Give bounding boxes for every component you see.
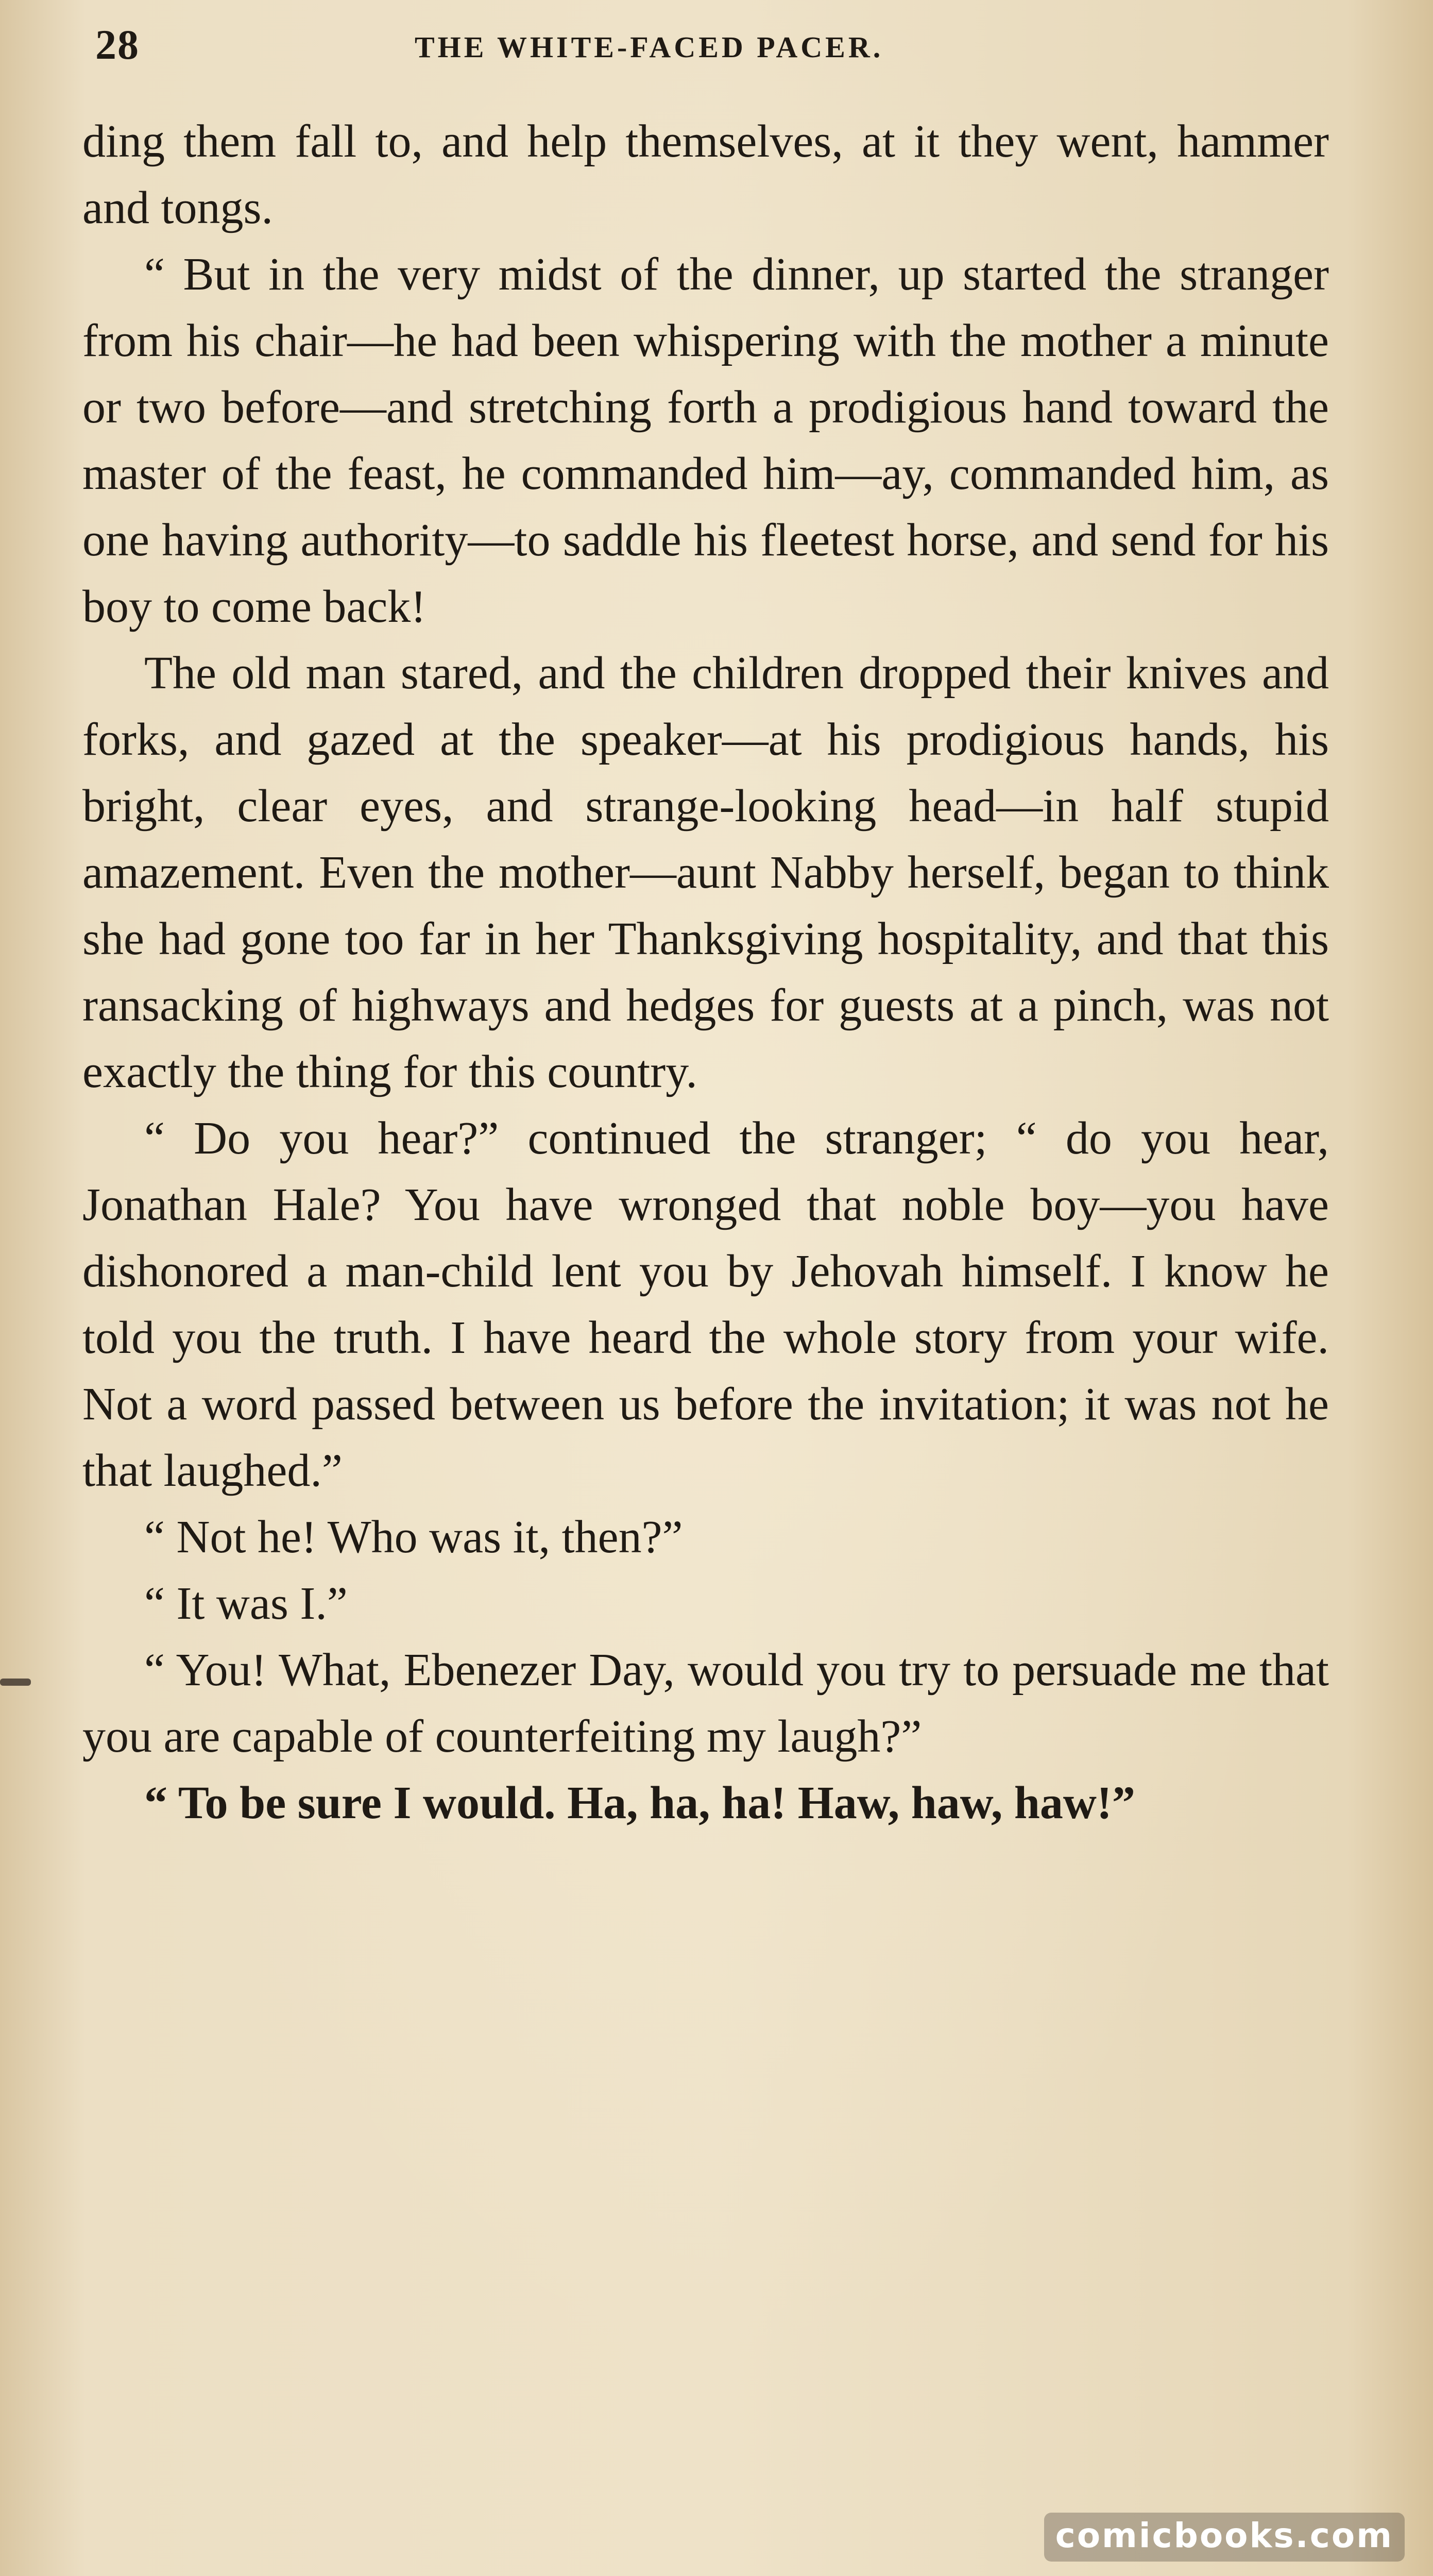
page-header xyxy=(95,21,1332,77)
paragraph-stranger-commands: “ But in the very midst of the dinner, up started the stranger from his chair—he had been whispering with the mother a minute or two before—and stretching forth a prodigious hand toward the master of the feast, he commanded him—ay, commanded him, as one having authority—to saddle his fleetest horse, and send for his boy to come back! xyxy=(82,249,1329,632)
paragraph-it-was-i: “ It was I.” xyxy=(144,1578,348,1629)
body-text xyxy=(82,108,1329,1836)
running-title: THE WHITE-FACED PACER. xyxy=(415,30,884,64)
margin-mark xyxy=(0,1679,31,1686)
paragraph-old-man-stared: The old man stared, and the children dropped their knives and forks, and gazed at the speaker—at his prodigious hands, his bright, clear eyes, and strange-looking head—in half stupid amazement. Even the mother—aunt Nabby herself, began to think she had gone too far in her Thanksgiving hospitality, and that this ransacking of highways and hedges for guests at a pinch, was not exactly the thing for this country. xyxy=(82,648,1329,1097)
paragraph-you-what: “ You! What, Ebenezer Day, would you try to persuade me that you are capable of counterfeiting my laugh?” xyxy=(82,1645,1329,1762)
paragraph-ha-ha: “ To be sure I would. Ha, ha, ha! Haw, haw, haw!” xyxy=(144,1777,1135,1828)
site-watermark: comicbooks.com xyxy=(1044,2513,1405,2562)
paragraph-not-he: “ Not he! Who was it, then?” xyxy=(144,1512,683,1563)
paragraph-do-you-hear: “ Do you hear?” continued the stranger; “ do you hear, Jonathan Hale? You have wronged that noble boy—you have dishonored a man-child lent you by Jehovah himself. I know he told you the truth. I have heard the whole story from your wife. Not a word passed between us before the invitation; it was not he that laughed.” xyxy=(82,1113,1329,1496)
paragraph-continuation: ding them fall to, and help themselves, at it they went, hammer and tongs. xyxy=(82,116,1329,233)
page-number: 28 xyxy=(95,21,140,68)
